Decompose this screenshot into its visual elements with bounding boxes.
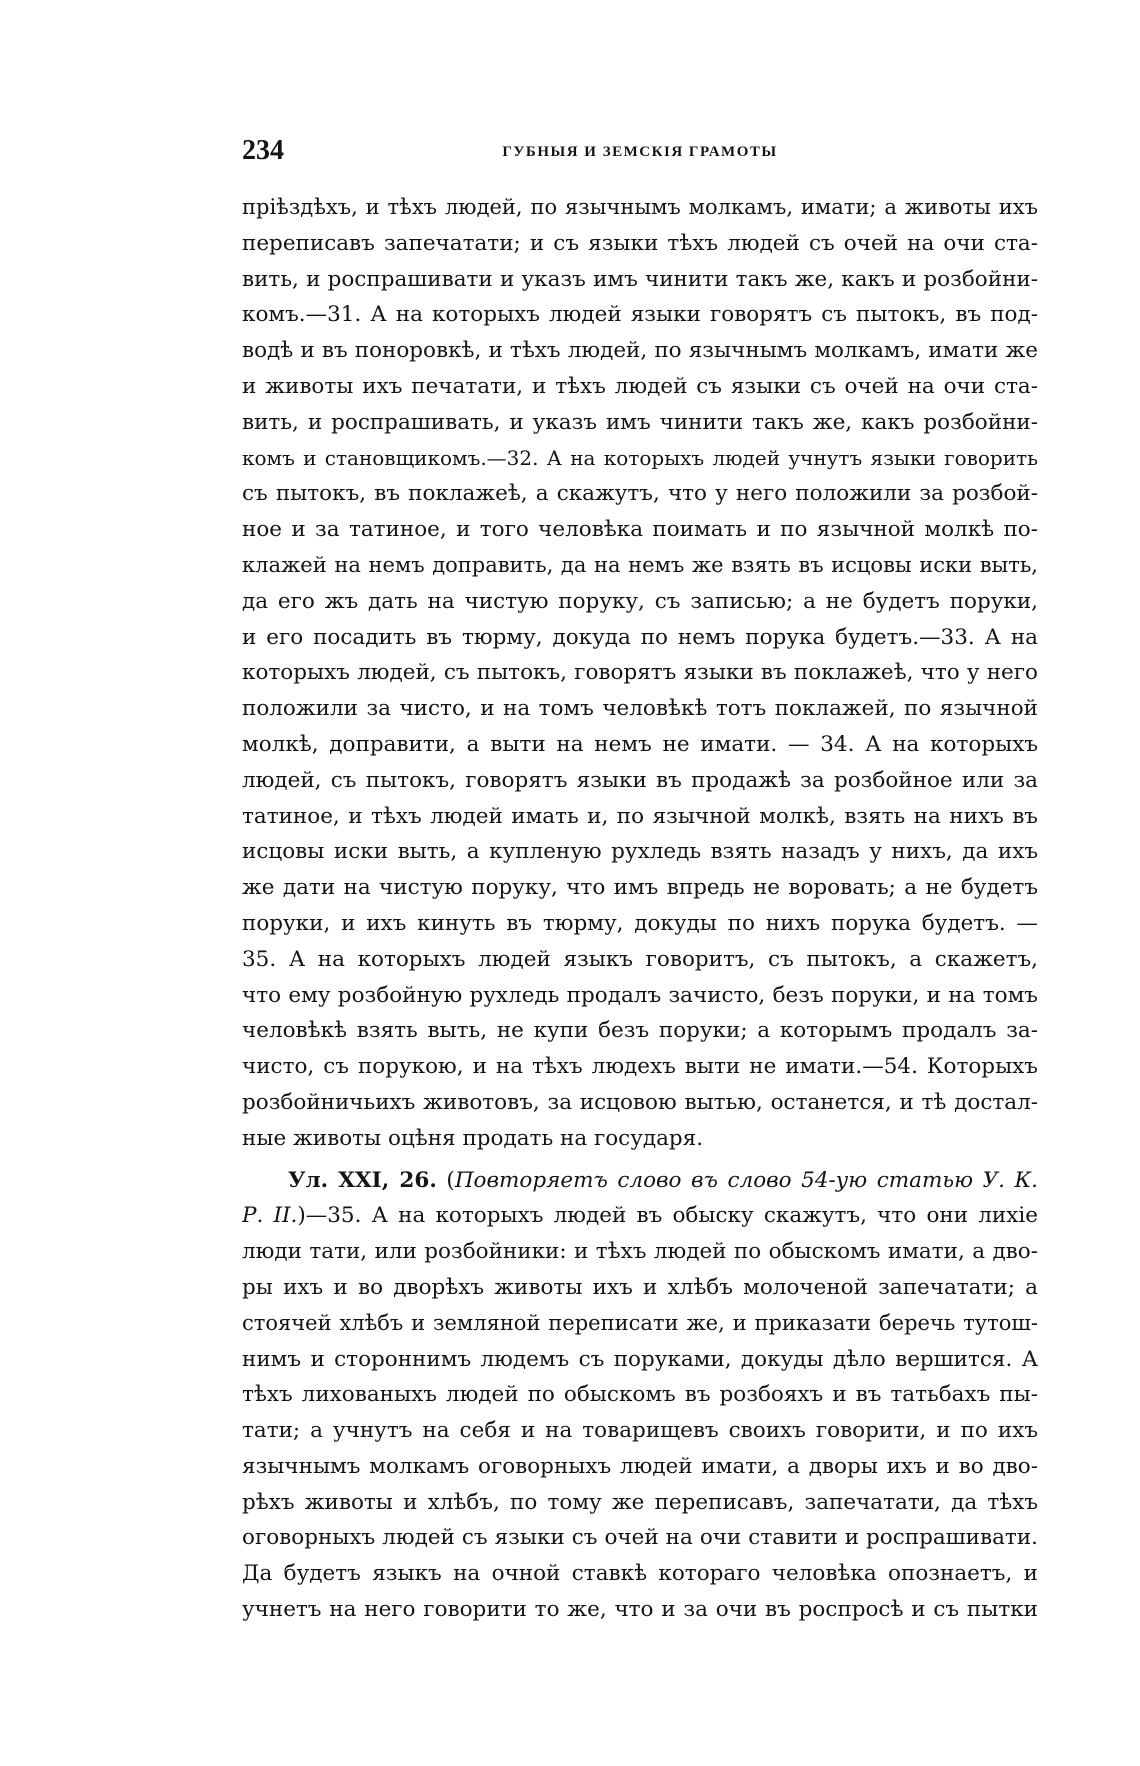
text-line: ры ихъ и во дворѣхъ животы ихъ и хлѣбъ молоченой запечатати; а xyxy=(242,1274,1038,1300)
text-line: переписавъ запечатати; и съ языки тѣхъ людей съ очей на очи ста- xyxy=(242,230,1038,256)
text-line: и животы ихъ печатати, и тѣхъ людей съ языки съ очей на очи ста- xyxy=(242,373,1038,399)
text-line: учнетъ на него говорити то же, что и за очи въ роспросѣ и съ пытки xyxy=(242,1597,1038,1623)
text-line: Да будетъ языкъ на очной ставкѣ котораго человѣка опознаетъ, и xyxy=(242,1561,1038,1587)
text-line: нимъ и стороннимъ людемъ съ поруками, докуды дѣло вершится. А xyxy=(242,1346,1038,1372)
text-line: тѣхъ лихованыхъ людей по обыскомъ въ розбояхъ и въ татьбахъ пы- xyxy=(242,1382,1038,1408)
text-line: положили за чисто, и на томъ человѣкѣ тотъ поклажей, по язычной xyxy=(242,696,1038,722)
text-line: съ пытокъ, въ поклажеѣ, а скажутъ, что у него положили за розбой- xyxy=(242,481,1038,507)
italic-note: Повторяетъ слово въ слово 54-ую статью У. К. xyxy=(454,1167,1038,1193)
running-head: ГУБНЫЯ И ЗЕМСКІЯ ГРАМОТЫ xyxy=(502,144,778,160)
text-line: пріѣздѣхъ, и тѣхъ людей, по язычнымъ молкамъ, имати; а животы ихъ xyxy=(242,195,1038,219)
text-line: и его посадить въ тюрму, докуда по немъ порука будетъ.—33. А на xyxy=(242,624,1038,650)
text-line: водѣ и въ поноровкѣ, и тѣхъ людей, по язычнымъ молкамъ, имати же xyxy=(242,338,1038,364)
paragraph-2-second-line: Р. II.)—35. А на которыхъ людей въ обыску скажутъ, что они лихіе xyxy=(242,1203,1038,1229)
text-line: тати; а учнутъ на себя и на товарищевъ своихъ говорити, и по ихъ xyxy=(242,1418,1038,1444)
paragraph-2 xyxy=(242,1163,1038,1628)
text-line: оговорныхъ людей съ языки съ очей на очи ставити и роспрашивати. xyxy=(242,1525,1038,1551)
text-line: вить, и роспрашивати и указъ имъ чинити такъ же, какъ и розбойни- xyxy=(242,266,1038,292)
text-line: чисто, съ порукою, и на тѣхъ людехъ выти не имати.—54. Которыхъ xyxy=(242,1054,1038,1080)
text-line: молкѣ, доправити, а выти на немъ не имати. — 34. А на которыхъ xyxy=(242,731,1038,757)
text-line: вить, и роспрашивать, и указъ имъ чинити такъ же, какъ розбойни- xyxy=(242,409,1038,435)
statute-reference: Ул. XXI, 26. xyxy=(288,1167,437,1193)
paragraph-2-lines xyxy=(242,1234,1038,1628)
text-line: 35. А на которыхъ людей языкъ говоритъ, съ пытокъ, а скажетъ, xyxy=(242,946,1038,972)
text-line: же дати на чистую поруку, что имъ впредь не воровать; а не будетъ xyxy=(242,875,1038,901)
text-line: розбойничьихъ животовъ, за исцовою вытью, останется, и тѣ достал- xyxy=(242,1089,1038,1115)
text-line: клажей на немъ доправить, да на немъ же взять въ исцовы иски выть, xyxy=(242,552,1038,577)
text-line: татиное, и тѣхъ людей имать и, по язычной молкѣ, взять на нихъ въ xyxy=(242,803,1038,829)
text-line: рѣхъ животы и хлѣбъ, по тому же переписавъ, запечатати, да тѣхъ xyxy=(242,1489,1038,1515)
text-line: люди тати, или розбойники: и тѣхъ людей по обыскомъ имати, а дво- xyxy=(242,1239,1038,1265)
page-header xyxy=(242,136,1038,166)
page-number: 234 xyxy=(242,135,284,166)
text-line: поруки, и ихъ кинуть въ тюрму, докуды по нихъ порука будетъ. — xyxy=(242,910,1038,936)
text-line: да его жъ дать на чистую поруку, съ записью; а не будетъ поруки, xyxy=(242,588,1038,614)
text-line: стоячей хлѣбъ и земляной переписати же, и приказати беречь тутош- xyxy=(242,1310,1038,1335)
paragraph-1 xyxy=(242,190,1038,1157)
paragraph-2-first-line: Ул. XXI, 26. (Повторяетъ слово въ слово 54-ую статью У. К. xyxy=(288,1167,1038,1193)
text-line: которыхъ людей, съ пытокъ, говорятъ языки въ поклажеѣ, что у него xyxy=(242,660,1038,686)
text-line: ное и за татиное, и того человѣка поимать и по язычной молкѣ по- xyxy=(242,517,1038,543)
body-text xyxy=(242,190,1038,1628)
text-line: что ему розбойную рухледь продалъ зачисто, безъ поруки, и на томъ xyxy=(242,982,1038,1008)
italic-note-continued: Р. II. xyxy=(242,1203,298,1229)
text-line: исцовы иски выть, а купленую рухледь взять назадъ у нихъ, да ихъ xyxy=(242,839,1038,865)
text-line: комъ.—31. А на которыхъ людей языки говорятъ съ пытокъ, въ под- xyxy=(242,302,1038,328)
text-line: людей, съ пытокъ, говорятъ языки въ продажѣ за розбойное или за xyxy=(242,767,1038,793)
text-line: человѣкѣ взять выть, не купи безъ поруки; а которымъ продалъ за- xyxy=(242,1018,1038,1044)
text-line: язычнымъ молкамъ оговорныхъ людей имати, а дворы ихъ и во дво- xyxy=(242,1453,1038,1479)
text-line: ные животы оцѣня продать на государя. xyxy=(242,1125,704,1151)
text-line: комъ и становщикомъ.—32. А на которыхъ людей учнутъ языки говорить xyxy=(242,445,1038,470)
